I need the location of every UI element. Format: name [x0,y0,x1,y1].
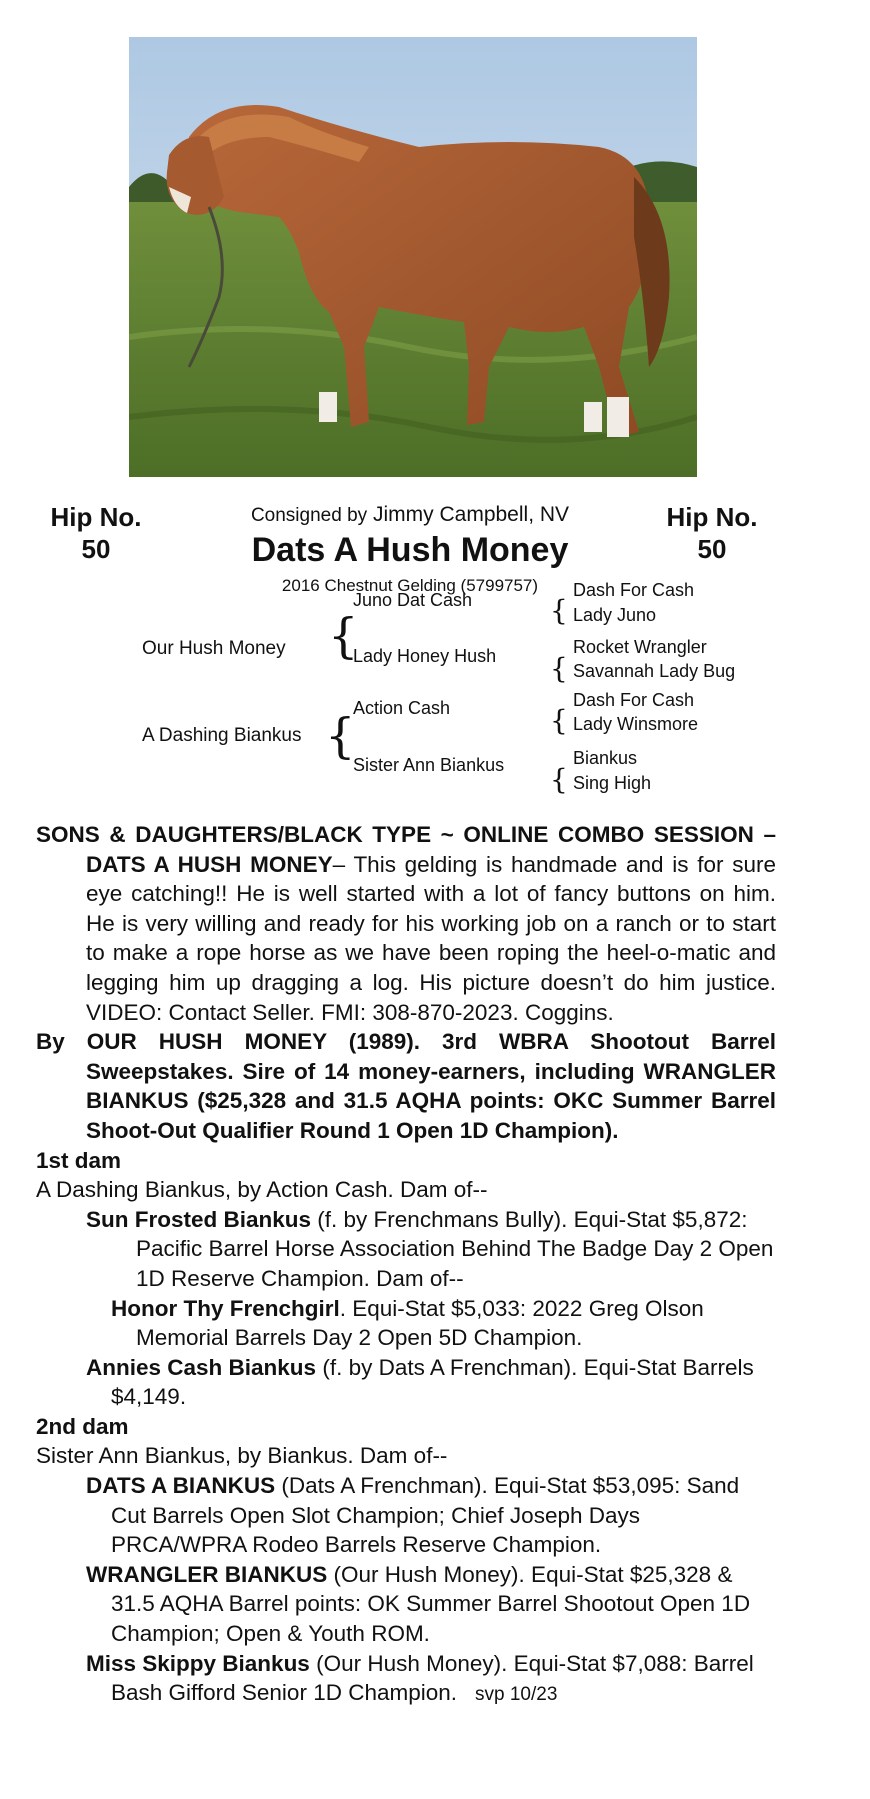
hip-number: 50 [81,534,111,564]
foaling-info: 2016 Chestnut Gelding (5799757) [281,576,539,595]
produce-name: Sun Frosted Biankus [86,1206,312,1232]
pedigree-dam-dam: Sister Ann Biankus [353,755,505,775]
produce-text: (Our Hush Money). Equi-Stat $7,088: Barrel Bash Gifford Senior 1D Champion. [111,1650,754,1706]
produce-text: (f. by Frenchmans Bully). Equi-Stat $5,872: Pacific Barrel Horse Association Behind The Badge Day 2 Open 1D Reserve Champion. Dam of-- [136,1206,774,1291]
footer-code: svp 10/23 [475,1684,558,1706]
pedigree-sire-dam-sire: Rocket Wrangler [573,637,707,657]
horse-name: Dats A Hush Money [251,531,569,569]
pedigree-dam: A Dashing Biankus [142,725,302,746]
pedigree-sire-sire: Juno Dat Cash [353,590,473,610]
produce-text: . Equi-Stat $5,033: 2022 Greg Olson Memorial Barrels Day 2 Open 5D Champion. [136,1295,704,1351]
brace-icon: { [550,652,568,685]
produce-entry [36,1471,776,1560]
produce-entry-granddaughter [36,1294,776,1353]
brace-icon: { [550,763,568,796]
consigned-prefix: Consigned by [250,505,368,526]
consignor-name: Jimmy Campbell, NV [373,503,570,526]
hip-label: Hip No. [50,502,142,532]
pedigree-dam-sire: Action Cash [353,698,451,718]
description-lead: SONS & DAUGHTERS/BLACK TYPE ~ ONLINE COMBO SESSION – DATS A HUSH MONEY [36,822,776,877]
pedigree-dam-dam-sire: Biankus [573,748,638,768]
brace-icon: { [550,594,568,627]
second-dam-intro: Sister Ann Biankus, by Biankus. Dam of-- [36,1443,448,1469]
description-text: – This gelding is handmade and is for sure eye catching!! He is well started with a lot of fancy buttons on him. He is very willing and ready for his working job on a ranch or to start to make a rope horse as we have been roping the heel-o-matic and legging him up dragging a log. His picture doesn’t do him justice. VIDEO: Contact Seller. FMI: 308-870-2023. Coggins. [86,851,776,1025]
sire-info: By OUR HUSH MONEY (1989). 3rd WBRA Shootout Barrel Sweepstakes. Sire of 14 money-earners, including WRANGLER BIANKUS ($25,328 and 31.5 AQHA points: OKC Summer Barrel Shoot-Out Qualifier Round 1 Open 1D Champion). [36,1029,776,1143]
hip-number: 50 [697,534,727,564]
pedigree-dam-dam-dam: Sing High [573,773,652,793]
catalog-body [36,820,776,1710]
pedigree-dam-sire-dam: Lady Winsmore [573,714,699,734]
produce-entry [36,1560,776,1649]
brace-icon: { [328,608,359,664]
pedigree-sire-sire-dam: Lady Juno [573,605,657,625]
horse-photo [129,37,697,477]
produce-text: (Dats A Frenchman). Equi-Stat $53,095: Sand Cut Barrels Open Slot Champion; Chief Joseph Days PRCA/WPRA Rodeo Barrels Reserve Champion. [111,1473,740,1558]
produce-name: Annies Cash Biankus [86,1354,317,1380]
produce-name: DATS A BIANKUS [86,1473,276,1499]
produce-name: Honor Thy Frenchgirl [111,1295,340,1321]
produce-entry [36,1649,776,1710]
description-paragraph [36,820,776,1027]
produce-entry [36,1205,776,1294]
hip-number-right [642,501,782,565]
hip-number-left [26,501,166,565]
pedigree-sire-sire-sire: Dash For Cash [573,580,695,600]
first-dam-intro: A Dashing Biankus, by Action Cash. Dam of-- [36,1177,488,1203]
pedigree-dam-sire-sire: Dash For Cash [573,690,695,710]
second-dam-heading: 2nd dam [36,1413,129,1439]
pedigree-sire: Our Hush Money [142,638,286,659]
produce-text: (f. by Dats A Frenchman). Equi-Stat Barrels $4,149. [111,1354,754,1410]
produce-text: (Our Hush Money). Equi-Stat $25,328 & 31.5 AQHA Barrel points: OK Summer Barrel Shootout Open 1D Champion; Open & Youth ROM. [111,1561,751,1647]
brace-icon: { [325,708,356,764]
produce-entry [36,1353,776,1412]
pedigree-sire-dam-dam: Savannah Lady Bug [573,661,736,681]
produce-name: WRANGLER BIANKUS [86,1561,328,1587]
hip-label: Hip No. [666,502,758,532]
pedigree-sire-dam: Lady Honey Hush [353,646,497,666]
brace-icon: { [550,704,568,737]
first-dam-heading: 1st dam [36,1147,122,1173]
consigned-by [180,503,640,527]
produce-name: Miss Skippy Biankus [86,1650,310,1676]
